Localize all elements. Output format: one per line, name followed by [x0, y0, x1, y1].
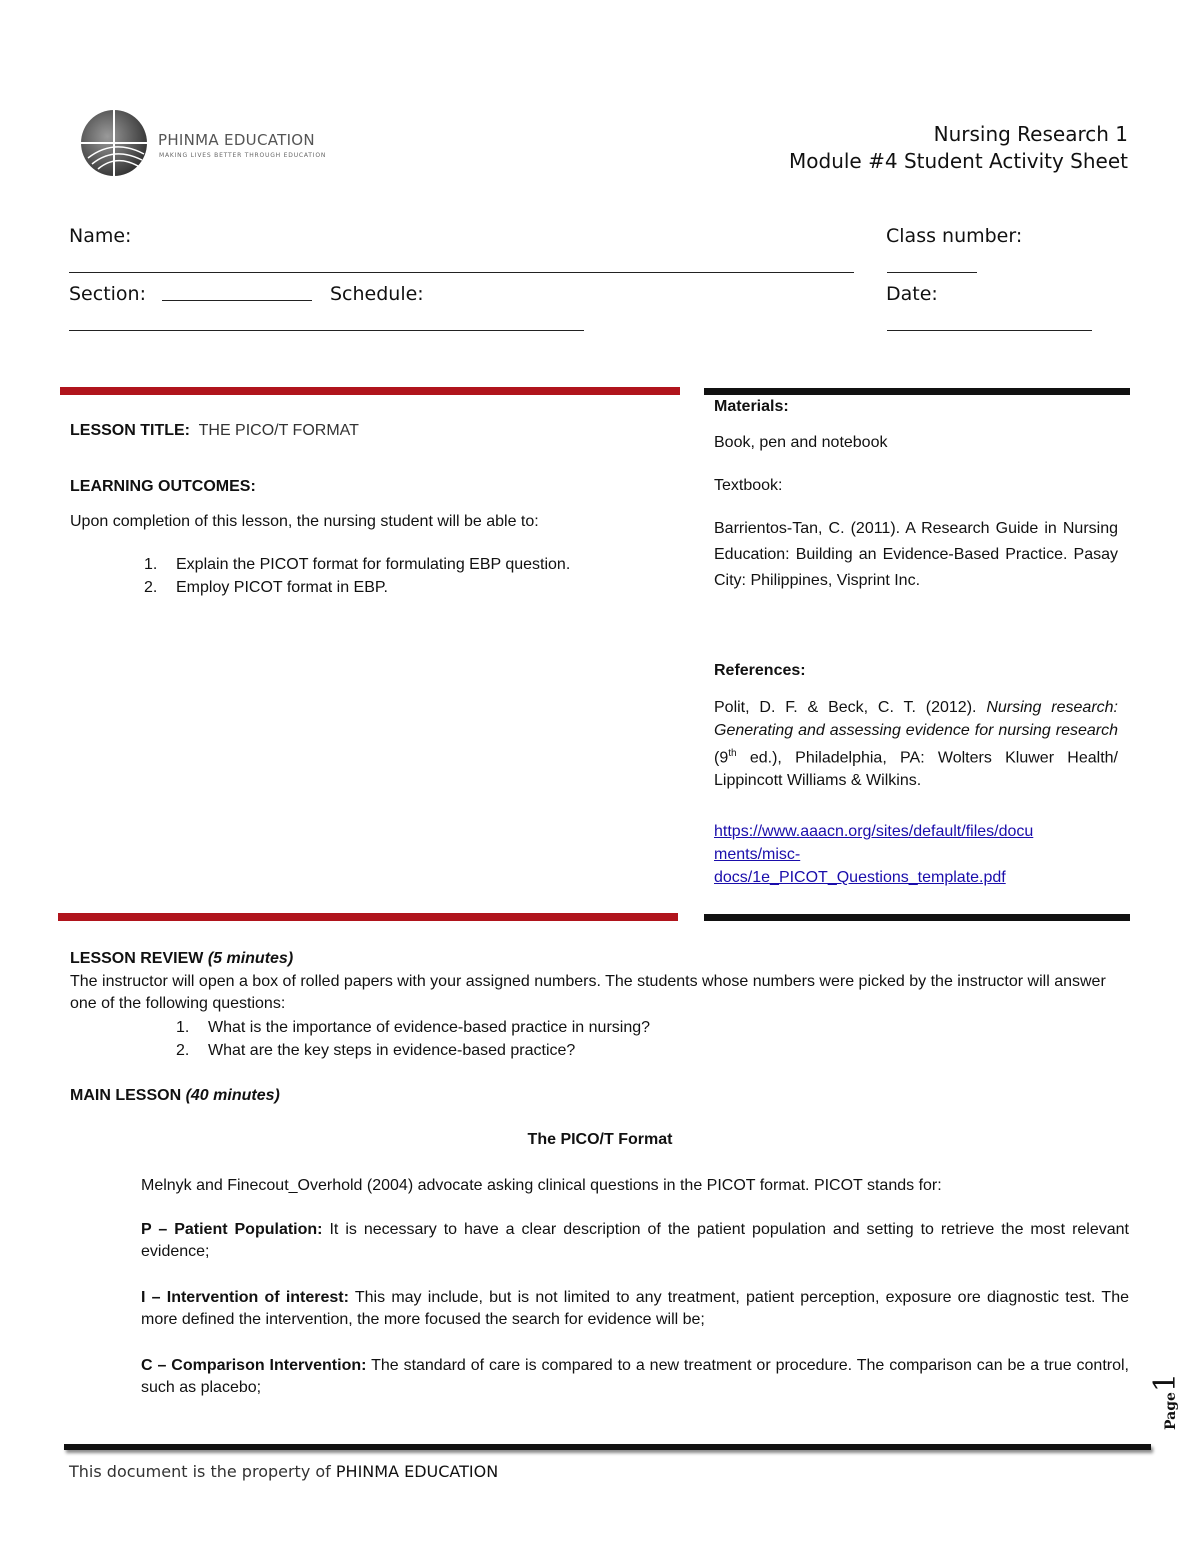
name-label: Name:	[69, 225, 132, 247]
footer-owner: PHINMA EDUCATION	[335, 1462, 499, 1481]
logo-tagline: MAKING LIVES BETTER THROUGH EDUCATION	[159, 152, 327, 159]
date-label: Date:	[886, 283, 938, 305]
class-number-field[interactable]	[887, 272, 977, 273]
main-lesson-label: MAIN LESSON	[70, 1087, 182, 1104]
module-title: Module #4 Student Activity Sheet	[789, 149, 1128, 173]
materials-items: Book, pen and notebook	[714, 434, 888, 451]
learning-outcomes-intro: Upon completion of this lesson, the nursing student will be able to:	[70, 513, 539, 530]
section-label: Section:	[69, 283, 146, 305]
textbook-label: Textbook:	[714, 477, 783, 494]
lesson-title	[70, 420, 359, 442]
name-field[interactable]	[69, 272, 854, 273]
class-number-label: Class number:	[886, 225, 1023, 247]
schedule-label: Schedule:	[330, 283, 424, 305]
main-lesson-time: (40 minutes)	[185, 1087, 280, 1104]
picot-item-i: I – Intervention of interest: This may include, but is not limited to any treatment, patient perception, exposure ore diagnostic test. The more defined the intervention, the more focused the search for evidence will be;	[141, 1289, 1129, 1328]
list-item: 2. What are the key steps in evidence-based practice?	[176, 1042, 576, 1059]
page-number	[1148, 1360, 1188, 1430]
divider-red-top	[60, 387, 680, 395]
list-item: 2. Employ PICOT format in EBP.	[144, 579, 388, 596]
schedule-field[interactable]	[69, 330, 584, 331]
textbook-citation: Barrientos-Tan, C. (2011). A Research Guide in Nursing Education: Building an Evidence-Based Practice. Pasay City: Philippines, Visprint Inc.	[714, 520, 1118, 589]
date-field[interactable]	[887, 330, 1092, 331]
main-lesson-heading	[70, 1085, 280, 1107]
list-item: 1. What is the importance of evidence-based practice in nursing?	[176, 1019, 651, 1036]
picot-item-p: P – Patient Population: It is necessary to have a clear description of the patient population and setting to retrieve the most relevant evidence;	[141, 1221, 1129, 1260]
lesson-title-value: THE PICO/T FORMAT	[198, 422, 359, 439]
list-item: 1. Explain the PICOT format for formulating EBP question.	[144, 556, 571, 573]
course-title: Nursing Research 1	[933, 122, 1128, 146]
logo-name: PHINMA EDUCATION	[158, 131, 315, 149]
review-questions-list	[176, 1016, 650, 1062]
page-number-value: 1	[1148, 1372, 1183, 1393]
lesson-review-time: (5 minutes)	[207, 950, 294, 967]
lesson-title-label: LESSON TITLE:	[70, 422, 190, 439]
reference-title: Nursing research: Generating and assessing evidence for nursing research	[714, 699, 1118, 739]
lesson-review-heading	[70, 948, 293, 970]
reference-citation: Polit, D. F. & Beck, C. T. (2012). Nursing research: Generating and assessing evidence for nursing research (9th ed.), Philadelphia, PA: Wolters Kluwer Health/ Lippincott Williams & Wilkins.	[714, 699, 1118, 790]
section-heading: The PICO/T Format	[527, 1131, 673, 1148]
lesson-review-text: The instructor will open a box of rolled papers with your assigned numbers. The students whose numbers were picked by the instructor will answer one of the following questions:	[70, 973, 1106, 1012]
footer-divider	[64, 1444, 1151, 1450]
main-intro: Melnyk and Finecout_Overhold (2004) advocate asking clinical questions in the PICOT format. PICOT stands for:	[141, 1177, 942, 1194]
footer-text: This document is the property of PHINMA EDUCATION	[69, 1462, 499, 1481]
learning-outcomes-list	[144, 553, 570, 599]
divider-black-top	[704, 388, 1130, 395]
reference-link[interactable]: https://www.aaacn.org/sites/default/files/docu ments/misc- docs/1e_PICOT_Questions_template.pdf	[714, 823, 1034, 886]
references-label: References:	[714, 662, 806, 679]
lesson-review-label: LESSON REVIEW	[70, 950, 204, 967]
picot-item-c: C – Comparison Intervention: The standard of care is compared to a new treatment or procedure. The comparison can be a true control, such as placebo;	[141, 1357, 1130, 1396]
section-field[interactable]	[162, 300, 312, 301]
phinma-logo-icon	[78, 108, 150, 178]
divider-red-bottom	[58, 913, 678, 921]
page-label: Page	[1163, 1392, 1179, 1430]
learning-outcomes-label: LEARNING OUTCOMES:	[70, 478, 256, 495]
materials-label: Materials:	[714, 398, 789, 415]
divider-black-bottom	[704, 914, 1130, 921]
